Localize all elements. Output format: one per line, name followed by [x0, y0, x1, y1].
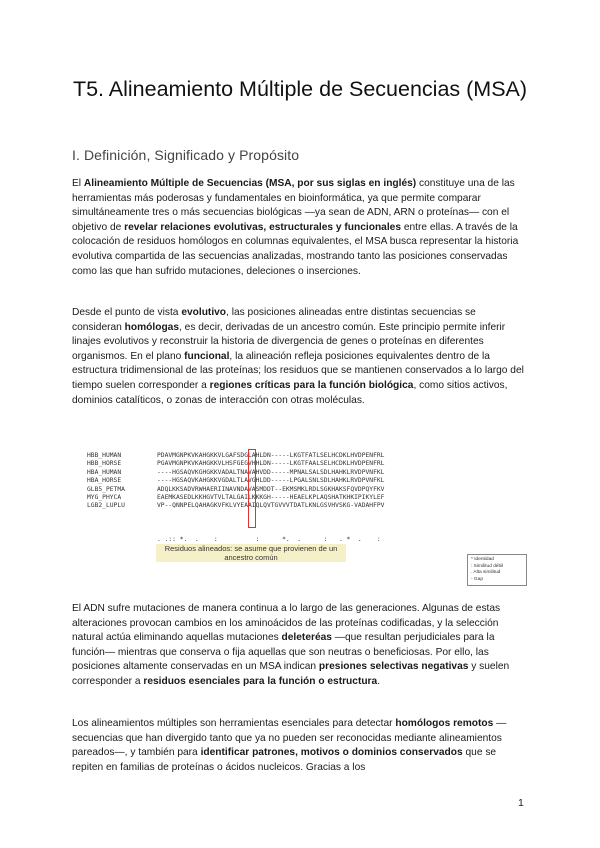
conserved-column-highlight: [248, 449, 256, 528]
bold-run: presiones selectivas negativas: [318, 661, 469, 673]
bold-run: regiones críticas para la función biológica: [209, 379, 414, 391]
sequence-name: GLB5_PETMA: [87, 485, 125, 493]
alignment-row: [87, 452, 384, 460]
bold-run: homólogos remotos: [395, 718, 494, 729]
text-run: —que resultan perjudiciales para la función— mientras que conserva o fija aquellas que son neutras o beneficiosas. Por ello, las posiciones altamente conservadas en un MSA indican: [72, 632, 495, 673]
alignment-row: [87, 486, 384, 494]
alignment-row: [87, 502, 384, 510]
text-run: Desde el punto de vista: [72, 307, 182, 318]
paragraph-mutations: [72, 602, 528, 690]
paragraph-evolutionary: [72, 306, 528, 408]
bold-run: identificar patrones, motivos o dominios conservados: [200, 747, 463, 759]
bold-run: Alineamiento Múltiple de Secuencias (MSA, por sus siglas en inglés): [83, 178, 417, 189]
sequence-residues: EAEMKASEDLKKHGVTVLTALGAILKKKGH-----HEAELKPLAQSHATKHKIPIKYLEF: [157, 493, 385, 501]
page-number: 1: [518, 797, 524, 809]
figure-legend: [467, 554, 527, 586]
legend-item: . Alta similitud: [471, 570, 501, 576]
legend-item: * Identidad: [471, 557, 494, 562]
bold-run: revelar relaciones evolutivas, estructurales y funcionales: [124, 221, 402, 233]
figure-annotation: Residuos alineados: se asume que provienen de un ancestro común: [156, 544, 346, 562]
alignment-row: [87, 460, 384, 468]
text-run: , las posiciones alineadas entre distintas secuencias se consideran: [72, 307, 476, 333]
sequence-name: HBB_HUMAN: [87, 452, 122, 459]
sequence-residues: VP--QNNPELQAHAGKVFKLVYEAAIQLQVTGVVVTDATLKNLGSVHVSKG-VADAHFPV: [157, 502, 385, 510]
text-run: que se repiten en familias de proteínas o ácidos nucleicos. Gracias a los: [72, 747, 497, 773]
sequence-residues: PDAVMGNPKVKAHGKKVLGAFSDGLAHLDN-----LKGTFATLSELHCDKLHVDPENFRL: [157, 452, 385, 459]
alignment-row: [87, 494, 384, 502]
text-run: Los alineamientos múltiples son herramientas esenciales para detectar: [72, 718, 396, 729]
bold-run: funcional: [184, 350, 230, 362]
alignment-block: [87, 452, 384, 511]
text-run: , es decir, derivadas de un ancestro común. Este principio permite inferir linajes evolutivos y reconstruir la historia de divergencia de genes o proteínas en diferentes organismos. En el plano: [72, 321, 506, 362]
legend-item: - Gap: [471, 576, 483, 582]
section-heading: I. Definición, Significado y Propósito: [72, 147, 300, 163]
text-run: constituye una de las herramientas más poderosas y fundamentales en bioinformática, ya que permite comparar simultáneamente tres o más secuencias biológicas —ya sean de ADN, ARN o proteínas— con el objetivo de: [72, 178, 515, 233]
sequence-residues: ----HGSAQVKGHGKKVADALTNAVAHVDD-----MPNALSALSDLHAHKLRVDPVNFKL: [157, 468, 385, 476]
text-run: , la alineación refleja posiciones equivalentes dentro de la estructura tridimensional de las proteínas; los residuos que se mantienen conservados a lo largo del tiempo suelen corresponder a: [72, 350, 524, 391]
alignment-row: [87, 469, 384, 477]
paragraph-homologs: [72, 717, 528, 775]
paragraph-definition: [72, 177, 528, 279]
text-run: , como sitios activos, dominios catalíticos, o zonas de interacción con otras moléculas.: [72, 379, 508, 406]
bold-run: residuos esenciales para la función o estructura: [143, 675, 378, 687]
text-run: entre ellas. A través de la colocación de residuos homólogos en columnas equivalentes, el MSA busca representar la historia evolutiva compartida de las secuencias analizadas, mostrando tanto las posiciones conservadas como las que han sufrido mutaciones, deleciones o inserciones.: [72, 221, 519, 277]
legend-item: : Similitud débil: [471, 563, 504, 569]
bold-run: evolutivo: [181, 307, 227, 318]
msa-figure: [72, 448, 528, 586]
bold-run: homólogas: [124, 321, 180, 333]
page-title: T5. Alineamiento Múltiple de Secuencias (MSA): [72, 77, 528, 101]
text-run: El: [72, 178, 84, 189]
sequence-residues: ----HGSAQVKAHGKKVGDALTLAVGHLDD-----LPGALSNLSDLHAHKLRVDPVNFKL: [157, 477, 385, 485]
sequence-residues: ADQLKKSADVRWHAERIINAVNDAVASMDDT--EKMSMKLRDLSGKHAKSFQVDPQYFKV: [157, 485, 385, 493]
bold-run: deleteréas: [281, 632, 332, 644]
text-run: y suelen corresponder a: [72, 661, 510, 687]
sequence-name: HBA_HORSE: [87, 477, 122, 485]
text-run: .: [377, 675, 381, 687]
consensus-line: . .:: *. . : : *. . : . * . :: [157, 536, 381, 543]
text-run: —secuencias que han divergido tanto que ya no pueden ser reconocidas mediante alineamientos pareados—, y también para: [72, 718, 507, 759]
sequence-name: LGB2_LUPLU: [87, 502, 125, 510]
sequence-name: HBB_HORSE: [87, 460, 122, 468]
text-run: El ADN sufre mutaciones de manera continua a lo largo de las generaciones. Algunas de estas alteraciones provocan cambios en los aminoácidos de las proteínas codificadas, y la selección natural actúa eliminando aquellas mutaciones: [72, 603, 501, 644]
sequence-residues: PGAVMGNPKVKAHGKKVLHSFGEGVHHLDN-----LKGTFAALSELHCDKLHVDPENFRL: [157, 460, 385, 468]
sequence-name: MYG_PHYCA: [87, 493, 122, 501]
alignment-row: [87, 477, 384, 485]
sequence-name: HBA_HUMAN: [87, 468, 122, 476]
